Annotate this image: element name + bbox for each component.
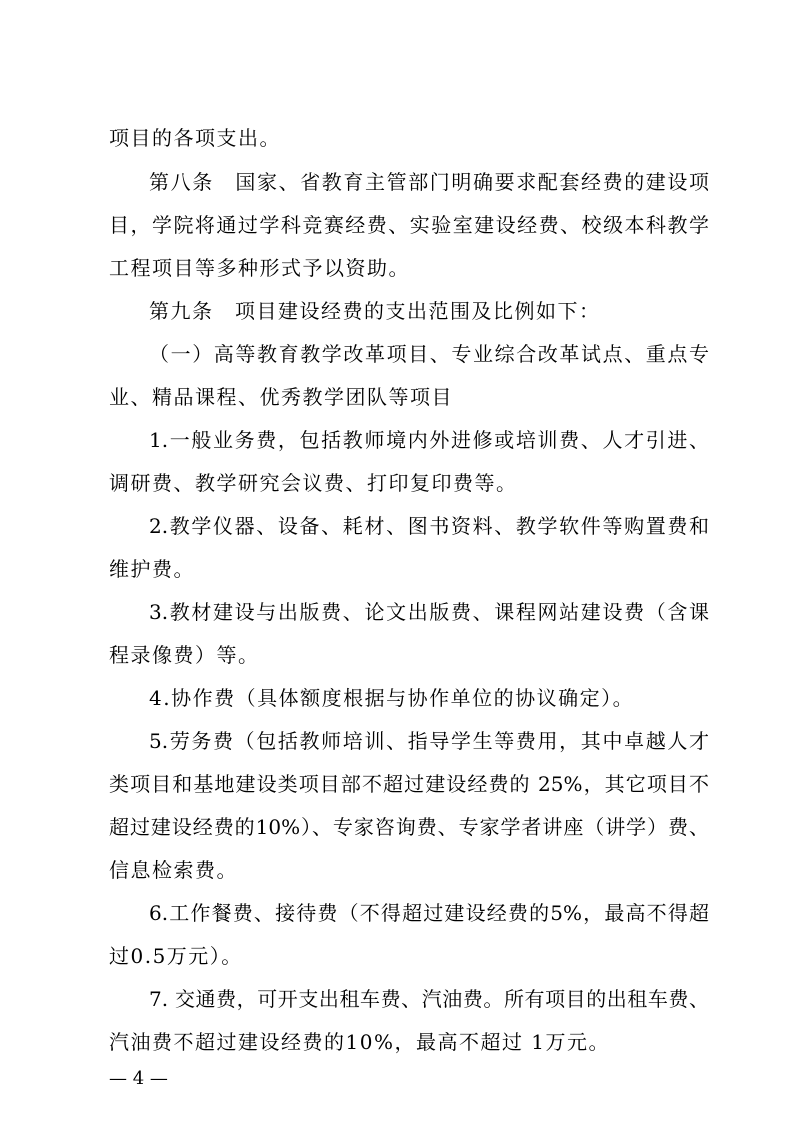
text-line: 超过建设经费的10%）、专家咨询费、专家学者讲座（讲学）费、 [109, 815, 709, 839]
text-line: 过0.5万元）。 [109, 944, 243, 968]
text-line: 信息检索费。 [109, 858, 238, 882]
text-line: 第九条 项目建设经费的支出范围及比例如下： [149, 299, 601, 323]
text-line: 4.协作费（具体额度根据与协作单位的协议确定）。 [149, 686, 635, 710]
text-line: 目，学院将通过学科竞赛经费、实验室建设经费、校级本科教学 [109, 213, 709, 237]
text-line: 汽油费不超过建设经费的10%，最高不超过 1万元。 [109, 1030, 611, 1054]
page-number: — 4 — [109, 1068, 168, 1089]
text-line: 程录像费）等。 [109, 643, 260, 667]
text-line: 类项目和基地建设类项目部不超过建设经费的 25%，其它项目不 [109, 772, 709, 796]
text-line: 6.工作餐费、接待费（不得超过建设经费的5%，最高不得超 [149, 901, 709, 925]
text-line: 业、精品课程、优秀教学团队等项目 [109, 385, 453, 409]
text-line: 2.教学仪器、设备、耗材、图书资料、教学软件等购置费和 [149, 514, 709, 538]
text-line: 1.一般业务费，包括教师境内外进修或培训费、人才引进、 [149, 428, 709, 452]
text-line: 工程项目等多种形式予以资助。 [109, 256, 410, 280]
text-line: （一）高等教育教学改革项目、专业综合改革试点、重点专 [149, 342, 709, 366]
text-line: 项目的各项支出。 [109, 126, 281, 150]
text-line: 第八条 国家、省教育主管部门明确要求配套经费的建设项 [149, 170, 709, 194]
text-line: 维护费。 [109, 557, 195, 581]
text-line: 3.教材建设与出版费、论文出版费、课程网站建设费（含课 [149, 600, 709, 624]
text-line: 5.劳务费（包括教师培训、指导学生等费用，其中卓越人才 [149, 729, 709, 753]
text-line: 调研费、教学研究会议费、打印复印费等。 [109, 471, 518, 495]
text-line: 7. 交通费，可开支出租车费、汽油费。所有项目的出租车费、 [149, 987, 709, 1011]
